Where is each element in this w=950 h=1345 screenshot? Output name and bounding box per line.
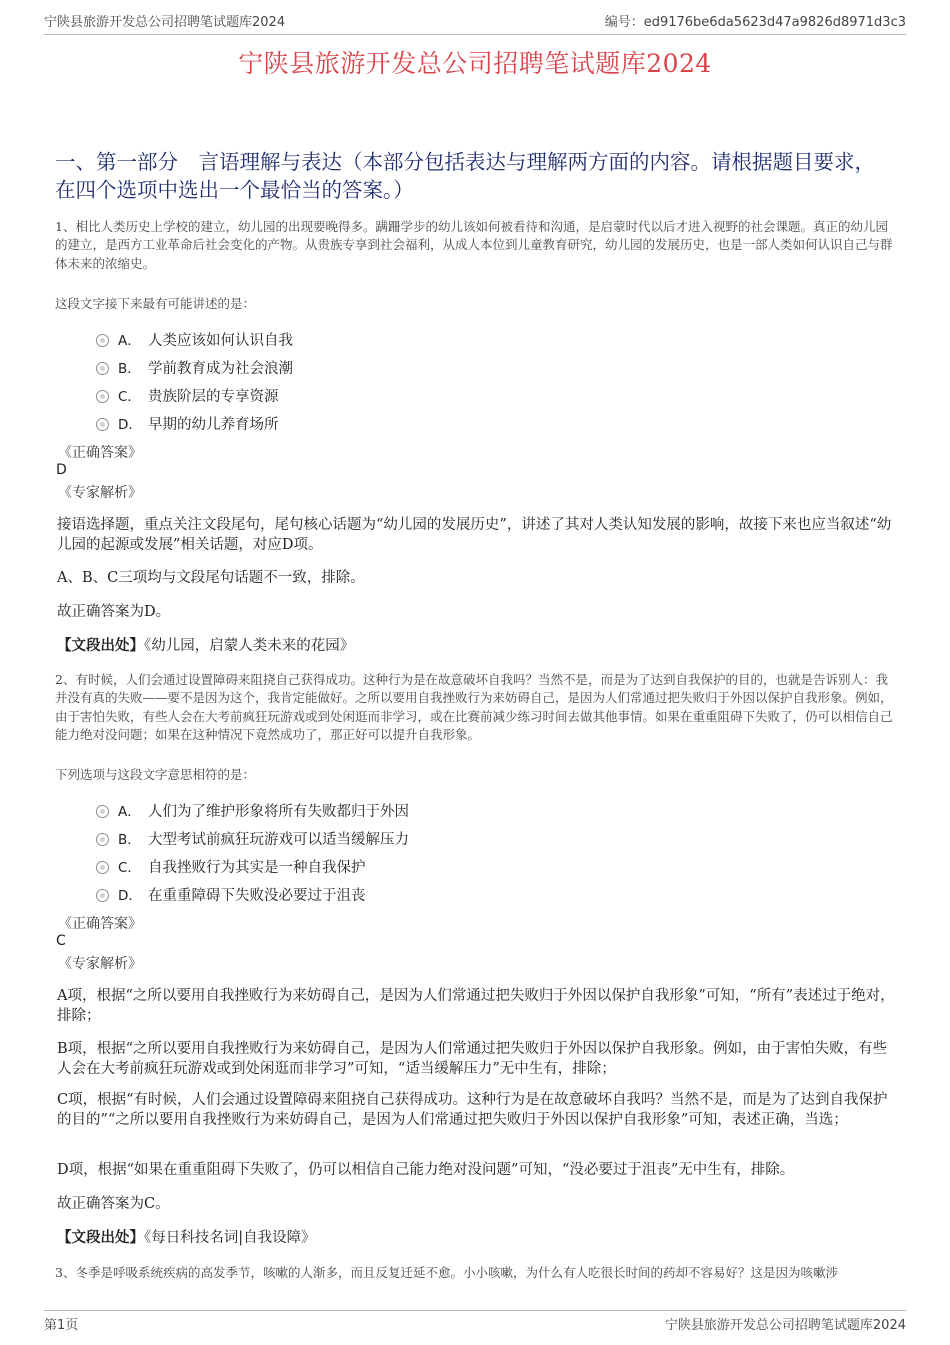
option-letter: B． [118, 832, 141, 848]
question-2-analysis-c: C项，根据“有时候，人们会通过设置障碍来阻挠自己获得成功。这种行为是在故意破坏自我吗？当然不是，而是为了达到自我保护的目的”“之所以要用自我挫败行为来妨碍自己，是因为人们常通过把失败归于外因以保护自我形象”可知，表述正确，当选； [57, 1092, 888, 1128]
radio-icon[interactable] [96, 861, 109, 874]
source-text: 《每日科技名词|自我设障》 [144, 1230, 316, 1246]
option-letter: D． [118, 888, 142, 904]
option-text: 大型考试前疯狂玩游戏可以适当缓解压力 [148, 832, 409, 848]
question-1-analysis-2: A、B、C三项均与文段尾句话题不一致，排除。 [57, 570, 365, 586]
radio-icon[interactable] [96, 362, 109, 375]
question-1-passage: 1、相比人类历史上学校的建立，幼儿园的出现要晚得多。蹒跚学步的幼儿该如何被看待和沟通，是启蒙时代以后才进入视野的社会课题。真正的幼儿园的建立，是西方工业革命后社会变化的产物。从贵族专享到社会福利，从成人本位到儿童教育研究，幼儿园的发展历史，也是一部人类如何认识自己与群体未来的浓缩史。 [55, 219, 893, 271]
question-2-analysis-label: 《专家解析》 [58, 956, 142, 972]
option-letter: A． [118, 333, 141, 349]
radio-icon[interactable] [96, 418, 109, 431]
question-3-passage: 3、冬季是呼吸系统疾病的高发季节，咳嗽的人渐多，而且反复迁延不愈。小小咳嗽，为什么有人吃很长时间的药却不容易好？这是因为咳嗽涉 [55, 1265, 838, 1280]
option-text: 早期的幼儿养育场所 [148, 417, 279, 433]
option-letter: A． [118, 804, 141, 820]
page-header [44, 14, 906, 35]
footer-doc-title: 宁陕县旅游开发总公司招聘笔试题库2024 [664, 1318, 906, 1333]
option-text: 学前教育成为社会浪潮 [148, 361, 293, 377]
option-letter: C． [118, 389, 141, 405]
header-doc-number: 编号：ed9176be6da5623d47a9826d8971d3c3 [604, 15, 906, 30]
source-label: 【文段出处】 [57, 637, 144, 654]
source-label: 【文段出处】 [57, 1229, 144, 1246]
question-2-analysis-conclusion: 故正确答案为C。 [57, 1196, 170, 1212]
question-2-prompt: 下列选项与这段文字意思相符的是： [55, 767, 256, 782]
question-1-answer: D [56, 462, 67, 478]
radio-icon[interactable] [96, 805, 109, 818]
question-1-prompt: 这段文字接下来最有可能讲述的是： [55, 296, 256, 311]
option-text: 人们为了维护形象将所有失败都归于外因 [148, 804, 409, 820]
option-text: 贵族阶层的专享资源 [148, 389, 279, 405]
radio-icon[interactable] [96, 889, 109, 902]
header-doc-title: 宁陕县旅游开发总公司招聘笔试题库2024 [44, 15, 286, 30]
question-1-analysis-1: 接语选择题，重点关注文段尾句，尾句核心话题为“幼儿园的发展历史”，讲述了其对人类认知发展的影响，故接下来也应当叙述“幼儿园的起源或发展”相关话题，对应D项。 [57, 517, 892, 553]
question-2-passage: 2、有时候，人们会通过设置障碍来阻挠自己获得成功。这种行为是在故意破坏自我吗？当然不是，而是为了达到自我保护的目的，也就是告诉别人：我并没有真的失败——要不是因为这个，我肯定能做好。之所以要用自我挫败行为来妨碍自己，是因为人们常通过把失败归于外因以保护自我形象。例如，由于害怕失败，有些人会在大考前疯狂玩游戏或到处闲逛而非学习，或在比赛前减少练习时间去做其他事情。如果在重重阻碍下失败了，仍可以相信自己能力绝对没问题；如果在这种情况下竟然成功了，那正好可以提升自我形象。 [55, 672, 893, 743]
option-letter: B． [118, 361, 141, 377]
question-2-analysis-b: B项，根据“之所以要用自我挫败行为来妨碍自己，是因为人们常通过把失败归于外因以保护自我形象。例如，由于害怕失败，有些人会在大考前疯狂玩游戏或到处闲逛而非学习”可知，“适当缓解压力”无中生有，排除； [57, 1041, 888, 1077]
radio-icon[interactable] [96, 390, 109, 403]
question-1-source [57, 636, 895, 656]
question-2-analysis-d: D项，根据“如果在重重阻碍下失败了，仍可以相信自己能力绝对没问题”可知，“没必要过于沮丧”无中生有，排除。 [57, 1162, 795, 1178]
option-text: 人类应该如何认识自我 [148, 333, 293, 349]
option-letter: C． [118, 860, 141, 876]
option-text: 在重重障碍下失败没必要过于沮丧 [148, 888, 366, 904]
page-number: 第1页 [44, 1318, 79, 1333]
question-1-answer-label: 《正确答案》 [58, 445, 142, 461]
option-letter: D． [118, 417, 142, 433]
radio-icon[interactable] [96, 833, 109, 846]
source-text: 《幼儿园，启蒙人类未来的花园》 [144, 638, 355, 654]
page-footer [44, 1310, 906, 1333]
option-text: 自我挫败行为其实是一种自我保护 [148, 860, 366, 876]
question-2-answer: C [56, 933, 66, 949]
question-1-analysis-label: 《专家解析》 [58, 485, 142, 501]
question-2-answer-label: 《正确答案》 [58, 916, 142, 932]
section-heading: 一、第一部分 言语理解与表达（本部分包括表达与理解两方面的内容。请根据题目要求，在四个选项中选出一个最恰当的答案。） [55, 150, 875, 202]
question-2-analysis-a: A项，根据“之所以要用自我挫败行为来妨碍自己，是因为人们常通过把失败归于外因以保护自我形象”可知，“所有”表述过于绝对，排除； [57, 988, 895, 1024]
question-1-analysis-3: 故正确答案为D。 [57, 604, 171, 620]
question-2-source [57, 1228, 895, 1248]
document-title: 宁陕县旅游开发总公司招聘笔试题库2024 [238, 49, 712, 78]
radio-icon[interactable] [96, 334, 109, 347]
